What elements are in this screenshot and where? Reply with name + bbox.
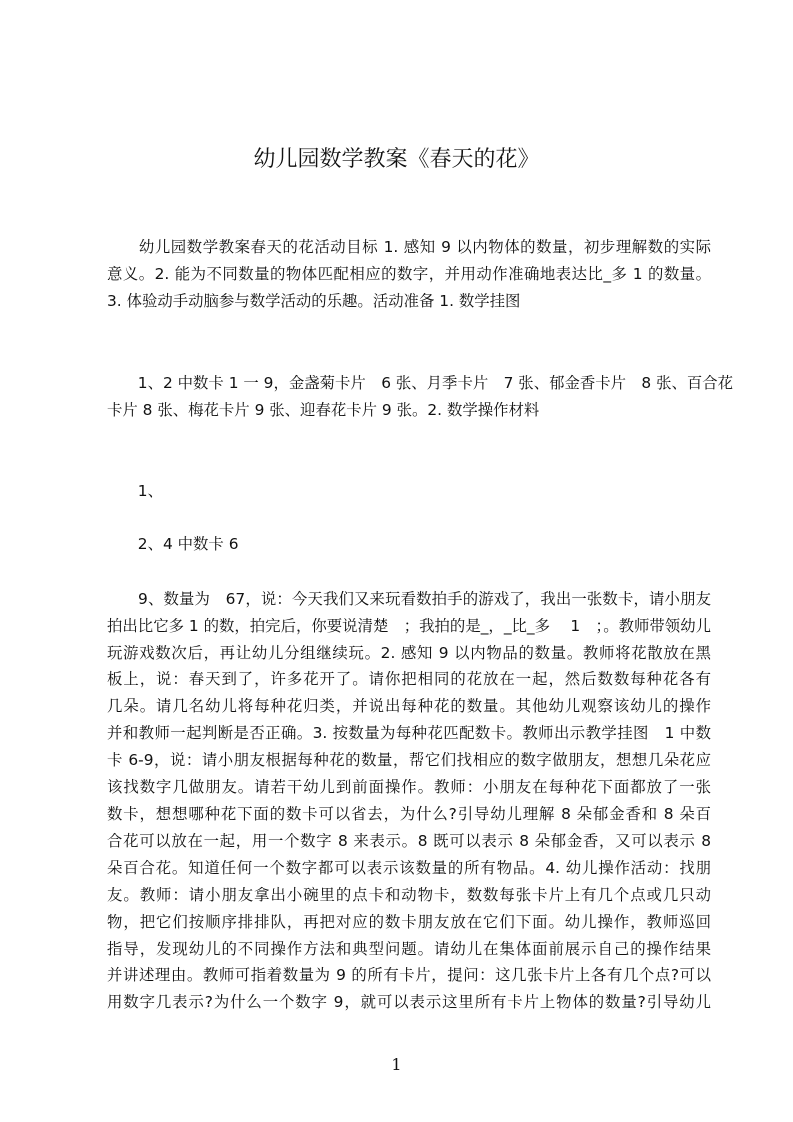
text-line: 1、 — [107, 482, 163, 500]
text-line: 用数字几表示?为什么一个数字 9，就可以表示这里所有卡片上物体的数量?引导幼儿 — [107, 993, 711, 1011]
text-line: 指导，发现幼儿的不同操作方法和典型问题。请幼儿在集体面前展示自己的操作结果 — [107, 940, 711, 958]
text-line: 板上，说：春天到了，许多花开了。请你把相同的花放在一起，然后数数每种花各有 — [107, 670, 711, 688]
text-line: 幼儿园数学教案春天的花活动目标 1. 感知 9 以内物体的数量，初步理解数的实际 — [107, 238, 711, 256]
text-line: 3. 体验动手动脑参与数学活动的乐趣。活动准备 1. 数学挂图 — [107, 292, 521, 310]
document-title: 幼儿园数学教案《春天的花》 — [253, 147, 540, 172]
text-line: 并讲述理由。教师可指着数量为 9 的所有卡片，提问：这几张卡片上各有几个点?可以 — [107, 966, 711, 984]
text-line: 几朵。请几名幼儿将每种花归类，并说出每种花的数量。其他幼儿观察该幼儿的操作 — [107, 697, 711, 715]
text-line: 拍出比它多 1 的数，拍完后，你要说清楚 ；我拍的是_，_比_多 1 ；。教师带领幼儿 — [107, 617, 711, 635]
page-number: 1 — [391, 1055, 402, 1074]
text-line: 卡 6-9，说：请小朋友根据每种花的数量，帮它们找相应的数字做朋友，想想几朵花应 — [107, 751, 711, 769]
text-line: 物，把它们按顺序排排队，再把对应的数卡朋友放在它们下面。幼儿操作，教师巡回 — [107, 913, 711, 931]
text-line: 9、数量为 67，说：今天我们又来玩看数拍手的游戏了，我出一张数卡，请小朋友 — [107, 590, 711, 608]
text-line: 2、4 中数卡 6 — [107, 535, 239, 553]
text-line: 该找数字几做朋友。请若干幼儿到前面操作。教师：小朋友在每种花下面都放了一张 — [107, 778, 711, 796]
text-line: 意义。2. 能为不同数量的物体匹配相应的数字，并用动作准确地表达比_多 1 的数量。 — [107, 265, 711, 283]
text-line: 玩游戏数次后，再让幼儿分组继续玩。2. 感知 9 以内物品的数量。教师将花散放在黑 — [107, 644, 711, 662]
text-line: 数卡，想想哪种花下面的数卡可以省去，为什么?引导幼儿理解 8 朵郁金香和 8 朵百 — [107, 805, 711, 823]
text-line: 卡片 8 张、梅花卡片 9 张、迎春花卡片 9 张。2. 数学操作材料 — [107, 401, 540, 419]
text-line: 朵百合花。知道任何一个数字都可以表示该数量的所有物品。4. 幼儿操作活动：找朋 — [107, 859, 711, 877]
text-line: 合花可以放在一起，用一个数字 8 来表示。8 既可以表示 8 朵郁金香，又可以表示 8 — [107, 832, 711, 850]
text-line: 友。教师：请小朋友拿出小碗里的点卡和动物卡，数数每张卡片上有几个点或几只动 — [107, 886, 711, 904]
text-line: 1、2 中数卡 1 一 9，金盏菊卡片 6 张、月季卡片 7 张、郁金香卡片 8 张、百合花 — [107, 374, 734, 392]
text-line: 并和教师一起判断是否正确。3. 按数量为每种花匹配数卡。教师出示教学挂图 1 中数 — [107, 724, 711, 742]
